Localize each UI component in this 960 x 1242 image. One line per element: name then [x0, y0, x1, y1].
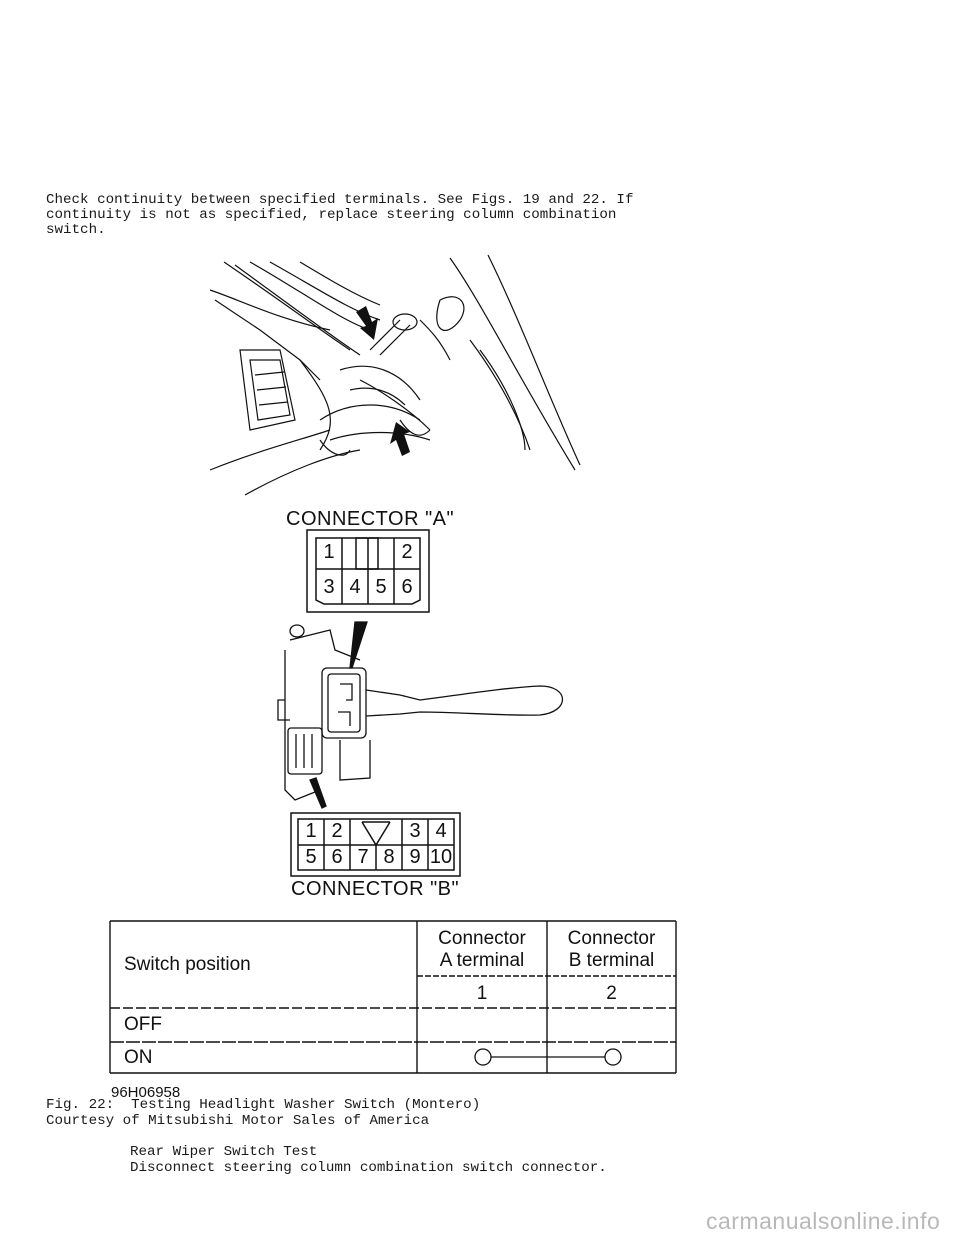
caption-line-2: Courtesy of Mitsubishi Motor Sales of America — [46, 1113, 430, 1129]
connector-b-pin: 8 — [383, 846, 395, 868]
watermark-text: carmanualsonline.info — [706, 1208, 941, 1234]
row-on-label: ON — [124, 1047, 153, 1068]
connector-b-pin: 10 — [429, 846, 453, 868]
connector-b-pin: 7 — [357, 846, 369, 868]
terminal-a-number: 1 — [476, 983, 488, 1004]
intro-line-3: switch. — [46, 222, 106, 238]
intro-line-1: Check continuity between specified terminals. See Figs. 19 and 22. If — [46, 192, 634, 208]
figure-code: 96H06958 — [111, 1084, 181, 1101]
connector-a-pin: 3 — [323, 576, 335, 598]
connector-b-pin: 5 — [305, 846, 317, 868]
connector-a-terminal-header — [417, 928, 547, 972]
connector-a-pin: 6 — [401, 576, 413, 598]
continuity-symbol — [475, 1049, 621, 1065]
connector-a-header-line1: Connector — [438, 928, 526, 949]
row-off-label: OFF — [124, 1014, 162, 1035]
connector-b-pin: 6 — [331, 846, 343, 868]
caption-line-1: Fig. 22: Testing Headlight Washer Switch (Montero) — [46, 1097, 481, 1113]
connector-b-pin: 1 — [305, 820, 317, 842]
connector-a-header-line2: A terminal — [439, 950, 525, 971]
connector-b-pin: 9 — [409, 846, 421, 868]
connector-b-title: CONNECTOR "B" — [291, 878, 460, 900]
steering-column-sketch — [210, 255, 580, 495]
connector-a-pin: 2 — [401, 541, 413, 563]
switch-body-drawing — [278, 622, 563, 808]
connector-b-header-line1: Connector — [567, 928, 656, 949]
connector-b-header-line2: B terminal — [568, 950, 655, 971]
intro-line-2: continuity is not as specified, replace steering column combination — [46, 207, 617, 223]
switch-position-header: Switch position — [124, 954, 251, 975]
section-heading: Rear Wiper Switch Test — [130, 1144, 318, 1160]
connector-a-title: CONNECTOR "A" — [286, 508, 455, 530]
terminal-b-number: 2 — [606, 983, 617, 1004]
connector-b-terminal-header — [547, 928, 676, 972]
connector-a-pin: 1 — [323, 541, 335, 563]
connector-b-pin: 2 — [331, 820, 343, 842]
connector-b-pin: 3 — [409, 820, 421, 842]
section-line-1: Disconnect steering column combination switch connector. — [130, 1160, 607, 1176]
connector-b-pin: 4 — [435, 820, 447, 842]
connector-a-pin: 4 — [349, 576, 361, 598]
connector-a-pin: 5 — [375, 576, 387, 598]
